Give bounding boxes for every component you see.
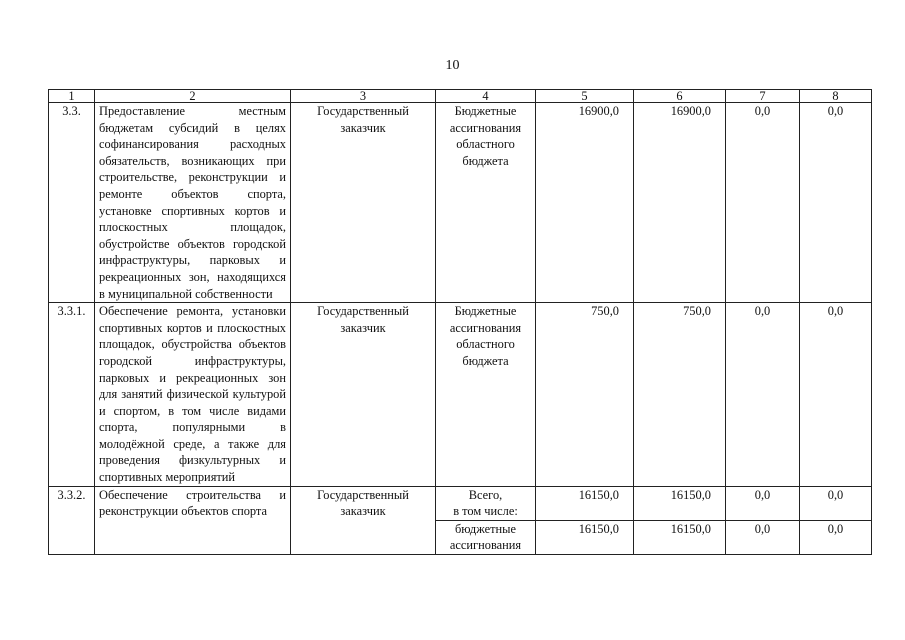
row-name: Обеспечение строительства и реконструкции объектов спорта — [95, 486, 291, 554]
row-col7-budget: 0,0 — [726, 520, 800, 554]
header-cell: 7 — [726, 90, 800, 103]
header-cell: 4 — [436, 90, 536, 103]
row-col8: 0,0 — [800, 103, 872, 303]
row-col8-budget: 0,0 — [800, 520, 872, 554]
row-col6: 16900,0 — [634, 103, 726, 303]
row-customer: Государственный заказчик — [291, 303, 436, 487]
source-incl-label: в том числе: — [453, 504, 518, 519]
row-name: Предоставление местным бюджетам субсидий в целях софинансирования расходных обязательств, возникающих при строительстве, реконструкции и ремонте объектов спорта, установке спортивных кортов и плоскостных площадок, обустройстве объектов городской инфраструктуры, парковых и рекреационных зон, находящихся в муниципальной собственности — [95, 103, 291, 303]
row-source: Бюджетные ассигнования областного бюджета — [436, 103, 536, 303]
row-col6-total: 16150,0 — [634, 486, 726, 520]
row-col8: 0,0 — [800, 303, 872, 487]
header-cell: 2 — [95, 90, 291, 103]
row-source-total — [436, 486, 536, 520]
row-name: Обеспечение ремонта, установки спортивных кортов и плоскостных площадок, обустройства объектов городской инфраструктуры, парковых и рекреационных зон для занятий физической культурой и спортом, в том числе видами спорта, популярными в молодёжной среде, а также для проведения физкультурных и спортивных мероприятий — [95, 303, 291, 487]
row-col6-budget: 16150,0 — [634, 520, 726, 554]
source-total-label: Всего, — [468, 487, 503, 502]
row-col5-total: 16150,0 — [536, 486, 634, 520]
row-col5-budget: 16150,0 — [536, 520, 634, 554]
row-number: 3.3.2. — [49, 486, 95, 554]
header-cell: 3 — [291, 90, 436, 103]
row-source-budget: бюджетные ассигнования — [436, 520, 536, 554]
row-customer: Государственный заказчик — [291, 103, 436, 303]
row-source: Бюджетные ассигнования областного бюджета — [436, 303, 536, 487]
page-number: 10 — [445, 58, 460, 73]
row-col7: 0,0 — [726, 303, 800, 487]
header-cell: 5 — [536, 90, 634, 103]
header-cell: 1 — [49, 90, 95, 103]
row-col5: 750,0 — [536, 303, 634, 487]
row-col8-total: 0,0 — [800, 486, 872, 520]
table-row — [49, 486, 872, 520]
header-cell: 6 — [634, 90, 726, 103]
row-col7-total: 0,0 — [726, 486, 800, 520]
table-row — [49, 303, 872, 487]
row-number: 3.3.1. — [49, 303, 95, 487]
row-col5: 16900,0 — [536, 103, 634, 303]
header-cell: 8 — [800, 90, 872, 103]
row-number: 3.3. — [49, 103, 95, 303]
budget-table — [48, 89, 872, 555]
row-customer: Государственный заказчик — [291, 486, 436, 554]
header-row — [49, 90, 872, 103]
row-col7: 0,0 — [726, 103, 800, 303]
table-row — [49, 103, 872, 303]
row-col6: 750,0 — [634, 303, 726, 487]
